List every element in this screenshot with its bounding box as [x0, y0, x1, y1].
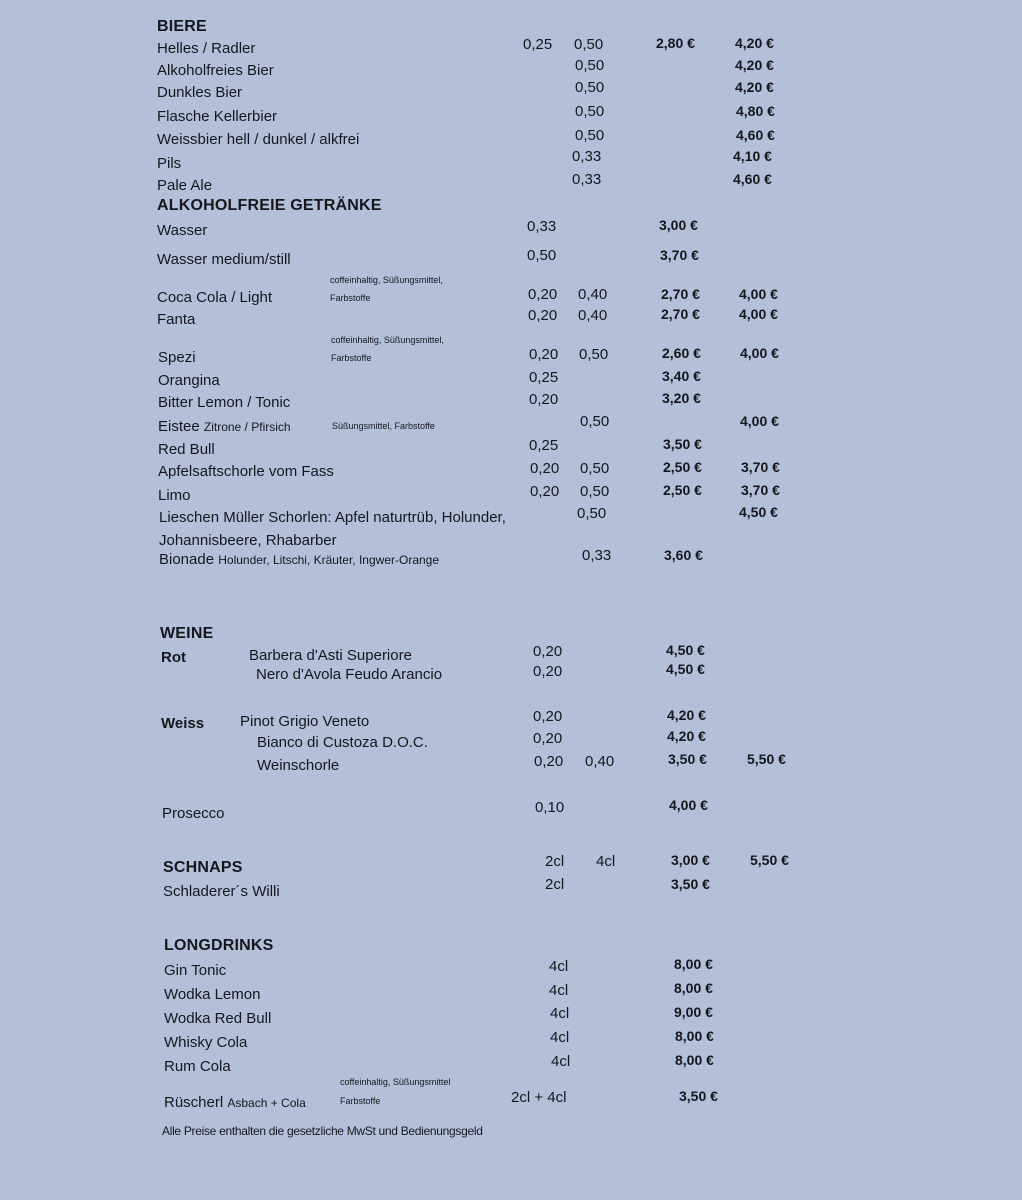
additive-note: Farbstoffe	[340, 1096, 381, 1106]
item-subtext: Zitrone / Pfirsich	[203, 420, 291, 434]
item-volume: 0,20	[529, 346, 559, 363]
item-price: 4,00 €	[739, 306, 778, 322]
item-volume: 0,50	[579, 346, 609, 363]
section-heading-alkoholfrei: ALKOHOLFREIE GETRÄNKE	[157, 197, 382, 214]
item-volume: 0,20	[529, 391, 559, 408]
item-name: Fanta	[157, 311, 196, 328]
item-volume: 0,40	[578, 307, 608, 324]
item-name: Weissbier hell / dunkel / alkfrei	[157, 131, 360, 148]
item-price: 3,50 €	[663, 436, 702, 452]
item-volume: 0,33	[572, 148, 602, 165]
item-name: Whisky Cola	[164, 1034, 248, 1051]
section-heading-biere: BIERE	[157, 18, 207, 35]
item-volume: 0,40	[578, 286, 608, 303]
item-volume: 4cl	[549, 958, 569, 975]
item-name: Gin Tonic	[164, 962, 227, 979]
additive-note: Farbstoffe	[331, 353, 372, 363]
item-volume: 2cl	[545, 876, 565, 893]
item-name: Coca Cola / Light	[157, 289, 273, 306]
footer-note: Alle Preise enthalten die gesetzliche MwSt und Bedienungsgeld	[162, 1124, 483, 1138]
item-price: 8,00 €	[674, 956, 713, 972]
item-price: 4,20 €	[735, 35, 774, 51]
wine-category-weiss: Weiss	[161, 715, 205, 732]
item-subtext: Asbach + Cola	[227, 1096, 306, 1110]
item-price: 4,50 €	[739, 504, 778, 520]
item-volume: 0,33	[572, 171, 602, 188]
item-name: Alkoholfreies Bier	[157, 62, 274, 79]
item-name: Weinschorle	[257, 757, 340, 774]
item-price: 4,60 €	[736, 127, 775, 143]
item-name: Spezi	[158, 349, 196, 366]
item-name: Bianco di Custoza D.O.C.	[257, 734, 428, 751]
item-price: 8,00 €	[674, 980, 713, 996]
item-volume: 2cl + 4cl	[511, 1089, 567, 1106]
item-volume: 0,50	[577, 505, 607, 522]
item-price: 3,60 €	[664, 547, 703, 563]
item-name: Pale Ale	[157, 177, 213, 194]
item-volume: 4cl	[551, 1053, 571, 1070]
item-price: 4,20 €	[667, 707, 706, 723]
item-price: 3,70 €	[741, 459, 780, 475]
item-price: 8,00 €	[675, 1028, 714, 1044]
item-price: 4,10 €	[733, 148, 772, 164]
item-name: Apfelsaftschorle vom Fass	[158, 463, 334, 480]
item-volume: 0,20	[530, 460, 560, 477]
item-volume: 4cl	[550, 1005, 570, 1022]
item-volume: 0,50	[580, 460, 610, 477]
item-name: Schladerer´s Willi	[163, 883, 280, 900]
item-price: 3,20 €	[662, 390, 701, 406]
item-volume: 0,50	[575, 57, 605, 74]
item-volume: 0,50	[574, 36, 604, 53]
section-heading-weine: WEINE	[160, 625, 214, 642]
item-name: Dunkles Bier	[157, 84, 243, 101]
item-name: Wodka Red Bull	[164, 1010, 272, 1027]
item-price: 4,20 €	[667, 728, 706, 744]
item-price: 2,70 €	[661, 286, 700, 302]
wine-category-rot: Rot	[161, 649, 186, 666]
additive-note: coffeinhaltig, Süßungsmittel,	[331, 335, 444, 345]
item-volume: 0,20	[528, 286, 558, 303]
item-name	[158, 418, 291, 435]
item-volume: 0,50	[580, 413, 610, 430]
item-price: 4,20 €	[735, 79, 774, 95]
additive-note: Süßungsmittel, Farbstoffe	[332, 421, 435, 431]
item-volume: 0,33	[527, 218, 557, 235]
item-name: Limo	[158, 487, 191, 504]
item-price: 3,40 €	[662, 368, 701, 384]
item-price: 4,00 €	[739, 286, 778, 302]
item-volume: 0,20	[534, 753, 564, 770]
additive-note: coffeinhaltig, Süßungsmittel,	[330, 275, 443, 285]
item-volume: 0,20	[530, 483, 560, 500]
item-name-main: Bionade	[159, 551, 215, 568]
item-price: 4,00 €	[740, 413, 779, 429]
item-name: Bitter Lemon / Tonic	[158, 394, 291, 411]
item-name: Nero d'Avola Feudo Arancio	[256, 666, 443, 683]
item-name: Rum Cola	[164, 1058, 231, 1075]
item-name-main: Rüscherl	[164, 1094, 224, 1111]
item-price: 4,50 €	[666, 642, 705, 658]
item-price: 4,20 €	[735, 57, 774, 73]
item-volume: 4cl	[550, 1029, 570, 1046]
item-volume: 2cl	[545, 853, 565, 870]
item-subtext: Holunder, Litschi, Kräuter, Ingwer-Orange	[218, 553, 440, 567]
item-volume: 0,10	[535, 799, 565, 816]
section-heading-schnaps: SCHNAPS	[163, 859, 243, 876]
item-price: 8,00 €	[675, 1052, 714, 1068]
item-price: 5,50 €	[747, 751, 786, 767]
item-volume: 0,50	[575, 127, 605, 144]
item-name: Orangina	[158, 372, 220, 389]
item-volume: 0,50	[575, 103, 605, 120]
item-name: Johannisbeere, Rhabarber	[159, 532, 337, 549]
item-name	[164, 1094, 306, 1111]
item-price: 2,50 €	[663, 459, 702, 475]
item-price: 4,00 €	[669, 797, 708, 813]
item-name: Red Bull	[158, 441, 215, 458]
item-price: 4,60 €	[733, 171, 772, 187]
item-name: Prosecco	[162, 805, 225, 822]
item-volume: 0,20	[533, 643, 563, 660]
item-price: 3,00 €	[659, 217, 698, 233]
item-name: Wasser medium/still	[157, 251, 291, 268]
item-volume: 0,40	[585, 753, 615, 770]
item-price: 3,70 €	[660, 247, 699, 263]
item-name: Barbera d'Asti Superiore	[249, 647, 412, 664]
item-price: 2,80 €	[656, 35, 695, 51]
item-name: Lieschen Müller Schorlen: Apfel naturtrüb, Holunder,	[159, 509, 506, 526]
item-price: 3,70 €	[741, 482, 780, 498]
item-price: 4,80 €	[736, 103, 775, 119]
item-volume: 0,33	[582, 547, 612, 564]
item-name: Pils	[157, 155, 182, 172]
item-name: Flasche Kellerbier	[157, 108, 278, 125]
item-volume: 0,25	[529, 437, 559, 454]
item-volume: 0,50	[527, 247, 557, 264]
item-price: 3,50 €	[671, 876, 710, 892]
item-price: 3,00 €	[671, 852, 710, 868]
item-price: 9,00 €	[674, 1004, 713, 1020]
additive-note: Farbstoffe	[330, 293, 371, 303]
item-price: 3,50 €	[679, 1088, 718, 1104]
item-price: 4,50 €	[666, 661, 705, 677]
item-volume: 0,20	[533, 708, 563, 725]
item-name: Wasser	[157, 222, 208, 239]
item-price: 3,50 €	[668, 751, 707, 767]
item-volume: 0,20	[533, 663, 563, 680]
item-name: Helles / Radler	[157, 40, 256, 57]
item-volume: 4cl	[596, 853, 616, 870]
item-price: 2,70 €	[661, 306, 700, 322]
item-name: Pinot Grigio Veneto	[240, 713, 370, 730]
item-price: 2,60 €	[662, 345, 701, 361]
item-name	[159, 551, 439, 568]
item-volume: 0,20	[533, 730, 563, 747]
additive-note: coffeinhaltig, Süßungsmittel	[340, 1077, 451, 1087]
item-volume: 0,25	[529, 369, 559, 386]
section-heading-longdrinks: LONGDRINKS	[164, 937, 274, 954]
item-name: Wodka Lemon	[164, 986, 261, 1003]
item-price: 4,00 €	[740, 345, 779, 361]
item-volume: 0,20	[528, 307, 558, 324]
item-price: 5,50 €	[750, 852, 789, 868]
item-volume: 0,25	[523, 36, 553, 53]
item-price: 2,50 €	[663, 482, 702, 498]
item-volume: 0,50	[580, 483, 610, 500]
item-volume: 4cl	[549, 982, 569, 999]
item-volume: 0,50	[575, 79, 605, 96]
item-name-main: Eistee	[158, 418, 200, 435]
